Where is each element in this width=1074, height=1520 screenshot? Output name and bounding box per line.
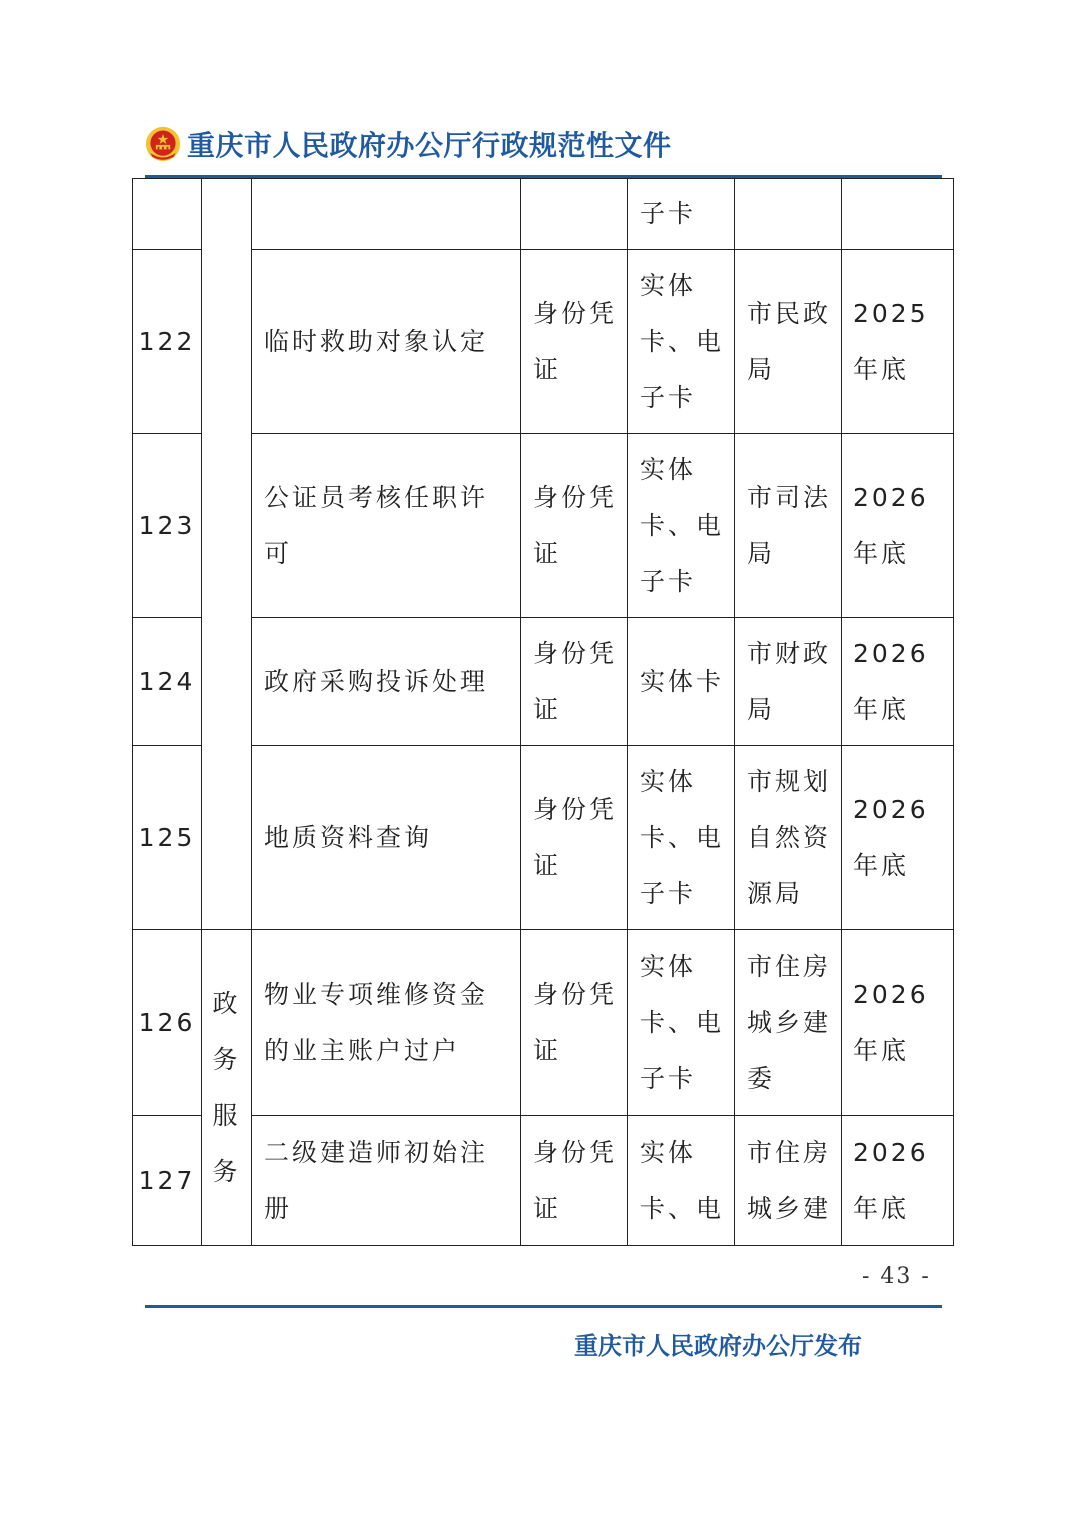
row-number: 122 xyxy=(133,250,202,434)
deadline: 2026 年底 xyxy=(842,746,954,930)
credential-type: 身份凭证 xyxy=(521,250,628,434)
credential-type: 身份凭证 xyxy=(521,1116,628,1246)
row-number: 124 xyxy=(133,618,202,746)
credential-type: 身份凭证 xyxy=(521,930,628,1116)
cell-category-continued xyxy=(202,179,252,930)
cell-form: 子卡 xyxy=(628,179,735,250)
card-form: 实体卡、电子卡 xyxy=(628,250,735,434)
department: 市住房城乡建 xyxy=(735,1116,842,1246)
deadline: 2026 年底 xyxy=(842,930,954,1116)
card-form: 实体卡、电子卡 xyxy=(628,930,735,1116)
table-row xyxy=(133,930,954,1116)
item-name: 物业专项维修资金的业主账户过户 xyxy=(252,930,521,1116)
deadline: 2026 年底 xyxy=(842,434,954,618)
national-emblem-icon xyxy=(145,126,181,162)
row-number: 127 xyxy=(133,1116,202,1246)
deadline: 2026 年底 xyxy=(842,618,954,746)
item-name: 地质资料查询 xyxy=(252,746,521,930)
header-title: 重庆市人民政府办公厅行政规范性文件 xyxy=(187,129,672,162)
card-form: 实体卡、电子卡 xyxy=(628,434,735,618)
item-name: 临时救助对象认定 xyxy=(252,250,521,434)
row-number: 123 xyxy=(133,434,202,618)
department: 市财政局 xyxy=(735,618,842,746)
table-row xyxy=(133,746,954,930)
table-row xyxy=(133,1116,954,1246)
category-cell xyxy=(202,930,252,1246)
deadline: 2025 年底 xyxy=(842,250,954,434)
department: 市司法局 xyxy=(735,434,842,618)
cell-item xyxy=(252,179,521,250)
table-row xyxy=(133,434,954,618)
footer-divider xyxy=(145,1305,942,1308)
department: 市民政局 xyxy=(735,250,842,434)
row-number: 126 xyxy=(133,930,202,1116)
card-form: 实体卡 xyxy=(628,618,735,746)
table-row xyxy=(133,618,954,746)
table-row-continuation xyxy=(133,179,954,250)
credential-type: 身份凭证 xyxy=(521,746,628,930)
cell-deadline xyxy=(842,179,954,250)
department: 市住房城乡建委 xyxy=(735,930,842,1116)
item-name: 公证员考核任职许可 xyxy=(252,434,521,618)
category-label: 政务服务 xyxy=(212,988,241,1186)
cell-dept xyxy=(735,179,842,250)
document-header xyxy=(145,122,672,166)
publisher-label: 重庆市人民政府办公厅发布 xyxy=(574,1332,862,1360)
page-number: - 43 - xyxy=(862,1264,931,1289)
cell-no xyxy=(133,179,202,250)
item-name: 二级建造师初始注册 xyxy=(252,1116,521,1246)
service-table xyxy=(132,178,954,1246)
card-form: 实体卡、电 xyxy=(628,1116,735,1246)
row-number: 125 xyxy=(133,746,202,930)
credential-type: 身份凭证 xyxy=(521,434,628,618)
item-name: 政府采购投诉处理 xyxy=(252,618,521,746)
credential-type: 身份凭证 xyxy=(521,618,628,746)
department: 市规划自然资源局 xyxy=(735,746,842,930)
deadline: 2026 年底 xyxy=(842,1116,954,1246)
table-row xyxy=(133,250,954,434)
card-form: 实体卡、电子卡 xyxy=(628,746,735,930)
cell-credential xyxy=(521,179,628,250)
